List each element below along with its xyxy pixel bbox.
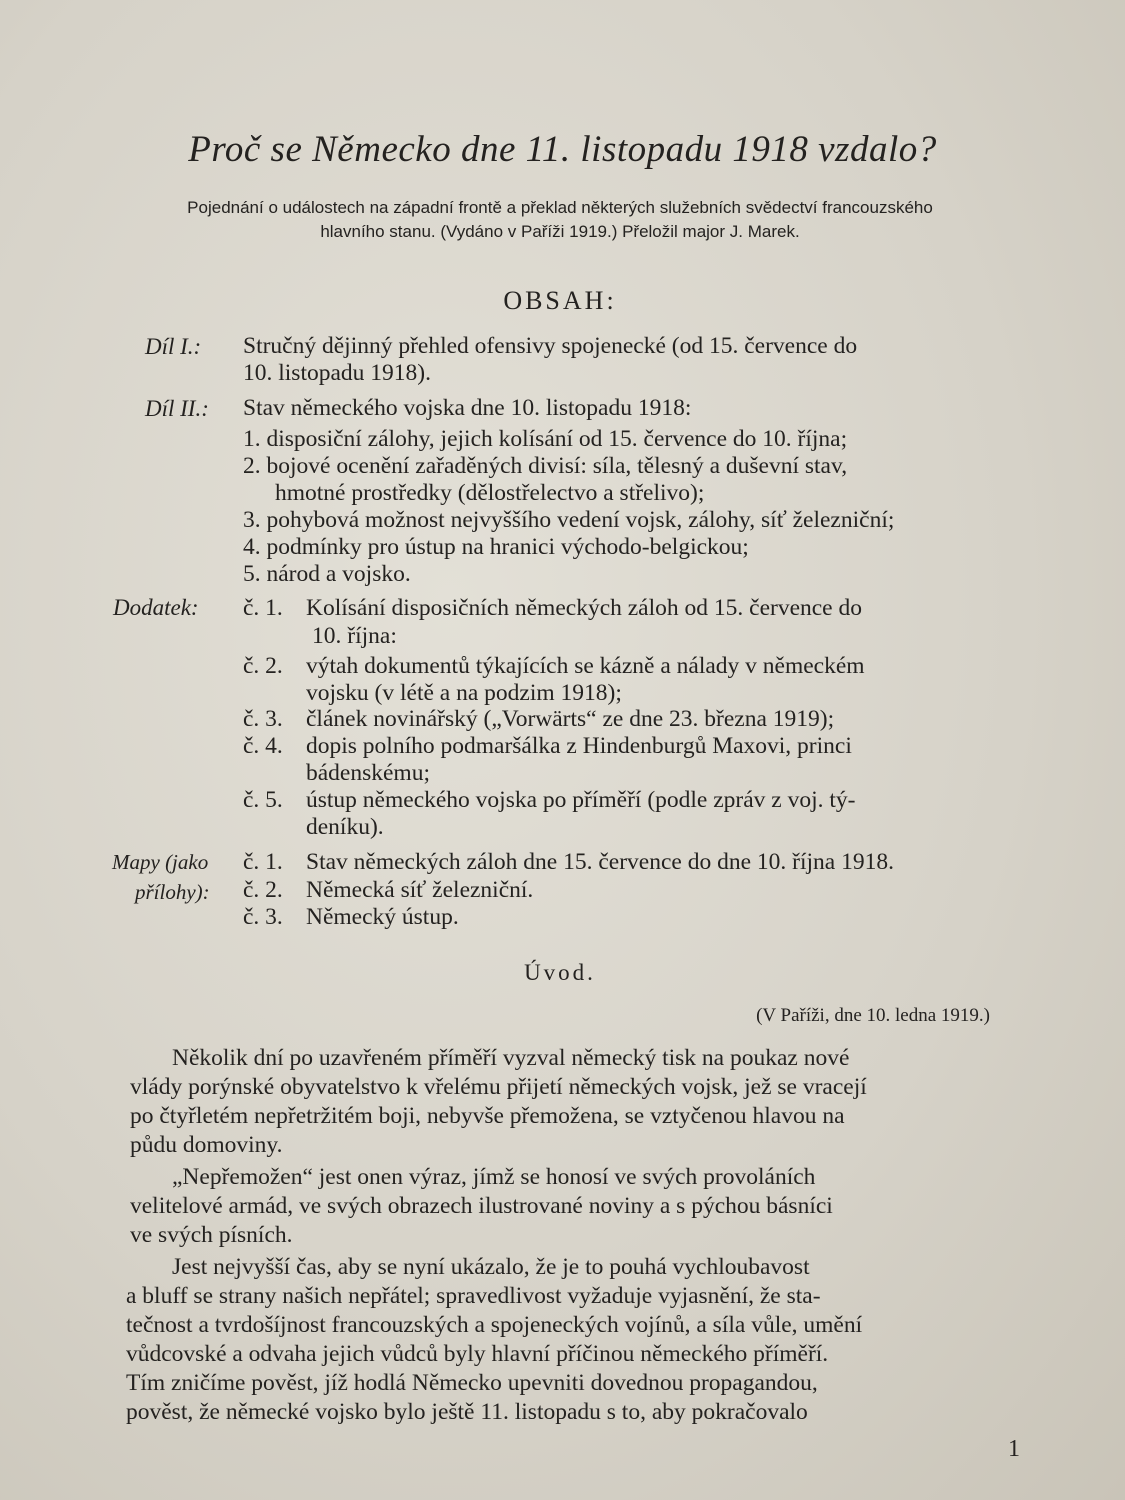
paragraph-line: a bluff se strany našich nepřátel; spravedlivost vyžaduje vyjasnění, že sta- [126,1283,821,1309]
document-title: Proč se Německo dne 11. listopadu 1918 vzdalo? [188,129,937,170]
appendix-line: 10. října: [312,623,397,649]
appendix-number: č. 1. [243,595,283,621]
part2-item: 4. podmínky pro ústup na hranici východo-belgickou; [243,534,749,560]
part2-item: 3. pohybová možnost nejvyššího vedení vojsk, zálohy, síť železniční; [243,507,895,533]
appendix-line: deníku). [306,814,384,840]
paragraph-line: velitelové armád, ve svých obrazech ilustrované noviny a s pýchou básníci [130,1193,833,1219]
appendix-line: bádenskému; [306,760,430,786]
part2-label: Díl II.: [145,396,209,421]
appendix-line: ústup německého vojska po příměří (podle zpráv z voj. tý- [306,787,856,813]
part1-label: Díl I.: [145,334,202,359]
part2-item-continued: hmotné prostředky (dělostřelectvo a střelivo); [275,480,705,506]
map-item: Německý ústup. [306,904,459,930]
appendix-line: článek novinářský („Vorwärts“ ze dne 23. března 1919); [306,706,835,732]
dateline: (V Paříži, dne 10. ledna 1919.) [756,1005,990,1026]
maps-label-continued: přílohy): [135,880,210,904]
paragraph-line: vůdcovské a odvaha jejich vůdců byly hlavní příčinou německého příměří. [126,1341,829,1367]
appendix-number: č. 4. [243,733,283,759]
paragraph-line: vlády porýnské obyvatelstvo k vřelému přijetí německých vojsk, jež se vracejí [130,1074,867,1100]
paragraph-line: Několik dní po uzavřeném příměří vyzval německý tisk na poukaz nové [172,1045,850,1071]
paragraph-line: pověst, že německé vojsko bylo ještě 11. listopadu s to, aby pokračovalo [126,1399,808,1425]
part2-intro: Stav německého vojska dne 10. listopadu 1918: [243,395,692,421]
map-number: č. 1. [243,849,283,875]
appendix-line: dopis polního podmaršálka z Hindenburgů Maxovi, princi [306,733,852,759]
paragraph-line: půdu domoviny. [130,1132,283,1158]
document-subtitle [110,196,1010,244]
paragraph-line: tečnost a tvrdošíjnost francouzských a spojeneckých vojínů, a síla vůle, umění [126,1312,863,1338]
paragraph-line: po čtyřletém nepřetržitém boji, nebyvše přemožena, se vztyčenou hlavou na [130,1103,845,1129]
part1-line: 10. listopadu 1918). [243,360,431,386]
map-number: č. 2. [243,877,283,903]
paragraph-line: ve svých písních. [130,1222,293,1248]
map-item: Německá síť železniční. [306,877,534,903]
maps-label: Mapy (jako [112,850,209,874]
intro-heading: Úvod. [524,960,596,985]
part2-item: 1. disposiční zálohy, jejich kolísání od 15. července do 10. října; [243,426,848,452]
contents-heading: OBSAH: [503,286,617,315]
appendix-line: vojsku (v létě a na podzim 1918); [306,680,622,706]
map-item: Stav německých záloh dne 15. července do dne 10. října 1918. [306,849,894,875]
appendix-number: č. 3. [243,706,283,732]
appendix-line: Kolísání disposičních německých záloh od 15. července do [306,595,862,621]
subtitle-line: Pojednání o událostech na západní frontě a překlad některých služebních svědectví francouzského [187,198,933,217]
part2-item: 2. bojové ocenění zařaděných divisí: síla, tělesný a duševní stav, [243,453,848,479]
subtitle-line: hlavního stanu. (Vydáno v Paříži 1919.) Přeložil major J. Marek. [320,222,800,241]
appendix-number: č. 5. [243,787,283,813]
part2-item: 5. národ a vojsko. [243,561,411,587]
map-number: č. 3. [243,904,283,930]
paragraph-line: Tím zničíme pověst, jíž hodlá Německo upevniti dovednou propagandou, [126,1370,818,1396]
paragraph-line: Jest nejvyšší čas, aby se nyní ukázalo, že je to pouhá vychloubavost [172,1254,810,1280]
part1-line: Stručný dějinný přehled ofensivy spojenecké (od 15. července do [243,333,858,359]
paragraph-line: „Nepřemožen“ jest onen výraz, jímž se honosí ve svých provoláních [172,1164,816,1190]
appendix-line: výtah dokumentů týkajících se kázně a nálady v německém [306,653,865,679]
page-number: 1 [1008,1436,1020,1462]
appendix-label: Dodatek: [113,595,199,620]
appendix-number: č. 2. [243,653,283,679]
